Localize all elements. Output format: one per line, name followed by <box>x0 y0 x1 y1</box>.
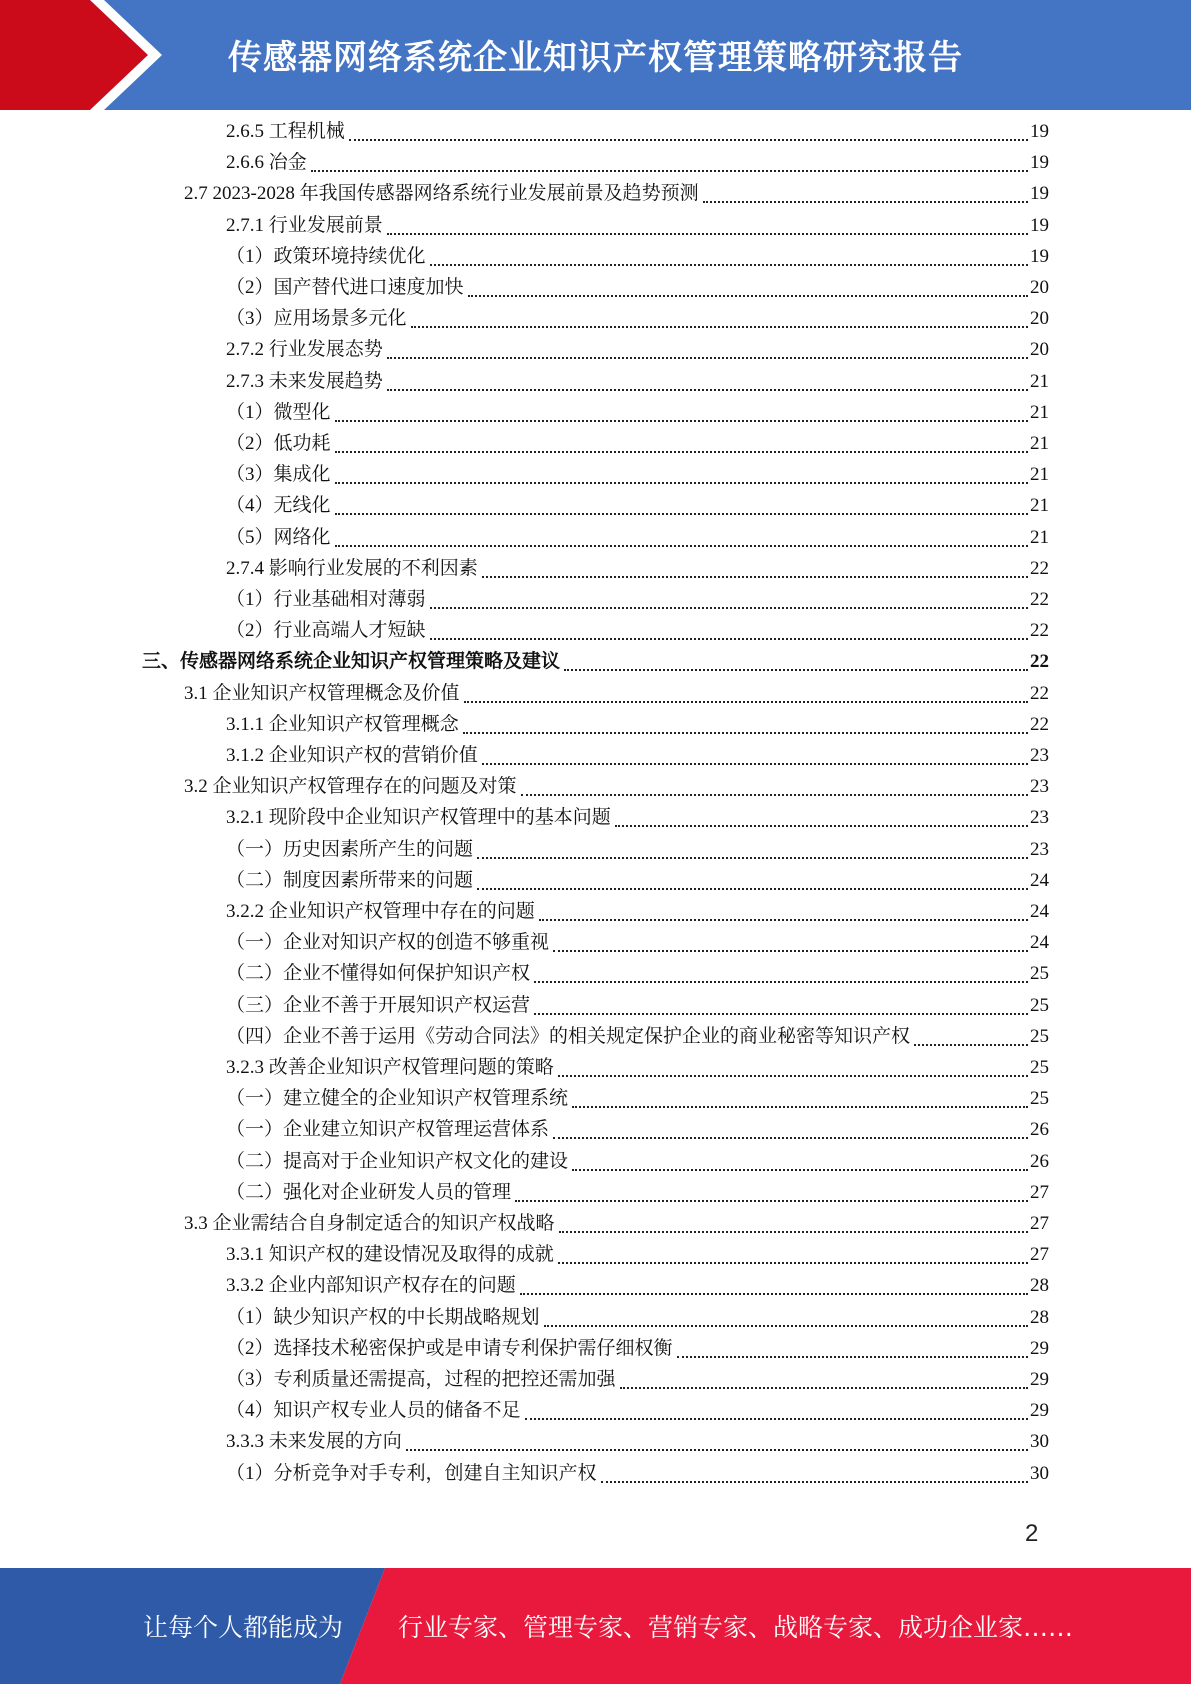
toc-dot-leader <box>559 1231 1028 1233</box>
toc-entry[interactable] <box>226 615 1049 646</box>
toc-dot-leader <box>477 888 1028 890</box>
toc-dot-leader <box>520 1293 1028 1295</box>
toc-entry[interactable] <box>226 990 1049 1021</box>
toc-dot-leader <box>387 233 1028 235</box>
toc-entry[interactable] <box>226 1395 1049 1426</box>
toc-entry-page: 22 <box>1030 589 1049 610</box>
report-title: 传感器网络系统企业知识产权管理策略研究报告 <box>228 38 963 78</box>
toc-entry-title: （2）低功耗 <box>226 433 331 454</box>
toc-entry-page: 25 <box>1030 963 1049 985</box>
toc-entry-title: （2）国产替代进口速度加快 <box>226 277 464 298</box>
toc-entry-page: 25 <box>1030 1088 1049 1110</box>
toc-dot-leader <box>534 1013 1028 1015</box>
toc-entry-page: 27 <box>1030 1213 1049 1234</box>
toc-entry-title: （一）建立健全的企业知识产权管理系统 <box>226 1088 569 1110</box>
toc-entry-title: （5）网络化 <box>226 526 331 548</box>
toc-entry-page: 19 <box>1030 214 1049 236</box>
toc-entry-title: （3）集成化 <box>226 464 331 486</box>
toc-entry[interactable] <box>226 1083 1049 1114</box>
toc-entry-page: 26 <box>1030 1150 1049 1172</box>
toc-entry-title: 3.1 企业知识产权管理概念及价值 <box>184 682 460 704</box>
toc-entry-title: （一）企业对知识产权的创造不够重视 <box>226 932 550 954</box>
toc-dot-leader <box>311 170 1028 172</box>
toc-entry-page: 22 <box>1030 682 1049 704</box>
toc-entry-page: 20 <box>1030 339 1049 361</box>
toc-entry[interactable] <box>226 1052 1049 1083</box>
toc-dot-leader <box>349 139 1028 141</box>
toc-entry-page: 30 <box>1030 1431 1049 1453</box>
toc-dot-leader <box>558 1262 1028 1264</box>
toc-entry-page: 19 <box>1030 183 1049 205</box>
toc-entry[interactable] <box>226 1114 1049 1145</box>
toc-dot-leader <box>430 607 1028 609</box>
toc-dot-leader <box>620 1387 1028 1389</box>
toc-entry-title: （二）强化对企业研发人员的管理 <box>226 1181 512 1203</box>
toc-dot-leader <box>601 1481 1028 1483</box>
toc-entry-page: 26 <box>1030 1119 1049 1141</box>
toc-entry[interactable] <box>184 178 1049 209</box>
toc-entry-title: （二）制度因素所带来的问题 <box>226 869 474 891</box>
toc-dot-leader <box>387 389 1028 391</box>
toc-entry-title: （1）缺少知识产权的中长期战略规划 <box>226 1306 540 1328</box>
toc-entry[interactable] <box>142 646 1049 677</box>
toc-entry-page: 23 <box>1030 776 1049 798</box>
toc-dot-leader <box>914 1044 1028 1046</box>
toc-entry-page: 24 <box>1030 901 1049 922</box>
toc-entry-title: （一）历史因素所产生的问题 <box>226 838 474 860</box>
toc-entry[interactable] <box>226 865 1049 896</box>
toc-entry-page: 19 <box>1030 152 1049 174</box>
toc-entry-page: 22 <box>1030 557 1049 579</box>
toc-dot-leader <box>468 295 1028 297</box>
toc-entry-page: 30 <box>1030 1462 1049 1484</box>
toc-entry[interactable] <box>226 210 1049 241</box>
toc-entry-title: 3.2.3 改善企业知识产权管理问题的策略 <box>226 1057 554 1078</box>
toc-entry-title: （一）企业建立知识产权管理运营体系 <box>226 1119 550 1141</box>
toc-entry-page: 21 <box>1030 495 1049 517</box>
footer-slogan-right: 行业专家、管理专家、营销专家、战略专家、成功企业家…… <box>398 1613 1074 1642</box>
toc-entry[interactable] <box>226 490 1049 521</box>
toc-entry-title: （2）行业高端人才短缺 <box>226 620 426 642</box>
toc-entry-page: 25 <box>1030 1057 1049 1078</box>
toc-dot-leader <box>464 701 1028 703</box>
toc-dot-leader <box>430 264 1028 266</box>
toc-entry-page: 28 <box>1030 1306 1049 1328</box>
toc-entry-title: （二）企业不懂得如何保护知识产权 <box>226 963 531 985</box>
toc-entry-page: 25 <box>1030 994 1049 1016</box>
toc-dot-leader <box>335 545 1028 547</box>
toc-entry-title: 2.7.4 影响行业发展的不利因素 <box>226 557 478 579</box>
toc-entry-title: 三、传感器网络系统企业知识产权管理策略及建议 <box>142 651 561 673</box>
toc-entry-title: 2.7 2023-2028 年我国传感器网络系统行业发展前景及趋势预测 <box>184 183 699 205</box>
toc-entry-title: 3.1.1 企业知识产权管理概念 <box>226 713 459 735</box>
page-number: 2 <box>1025 1520 1039 1547</box>
toc-entry[interactable] <box>226 958 1049 989</box>
toc-dot-leader <box>411 326 1028 328</box>
toc-entry-title: （二）提高对于企业知识产权文化的建设 <box>226 1150 569 1172</box>
toc-entry-page: 19 <box>1030 121 1049 142</box>
toc-entry-page: 24 <box>1030 869 1049 891</box>
toc-dot-leader <box>525 1418 1028 1420</box>
toc-entry[interactable] <box>226 272 1049 303</box>
toc-entry[interactable] <box>226 459 1049 490</box>
toc-entry-title: （4）知识产权专业人员的储备不足 <box>226 1400 521 1422</box>
toc-entry-title: 2.6.6 冶金 <box>226 152 307 174</box>
toc-entry-page: 21 <box>1030 370 1049 392</box>
toc-entry-page: 21 <box>1030 433 1049 454</box>
toc-entry-page: 22 <box>1030 620 1049 642</box>
toc-entry-title: （2）选择技术秘密保护或是申请专利保护需仔细权衡 <box>226 1337 673 1359</box>
toc-entry[interactable] <box>226 802 1049 833</box>
toc-entry-page: 20 <box>1030 277 1049 298</box>
toc-entry-page: 22 <box>1030 651 1049 673</box>
toc-entry-title: 3.2 企业知识产权管理存在的问题及对策 <box>184 776 517 798</box>
toc-entry-page: 29 <box>1030 1369 1049 1390</box>
toc-entry[interactable] <box>226 1458 1049 1489</box>
toc-entry-page: 27 <box>1030 1181 1049 1203</box>
toc-entry-title: （1）政策环境持续优化 <box>226 245 426 267</box>
toc-dot-leader <box>482 763 1028 765</box>
toc-entry-page: 23 <box>1030 838 1049 860</box>
toc-dot-leader <box>335 451 1028 453</box>
toc-entry[interactable] <box>226 553 1049 584</box>
toc-entry[interactable] <box>226 1364 1049 1395</box>
toc-entry[interactable] <box>226 834 1049 865</box>
toc-dot-leader <box>564 669 1028 671</box>
toc-entry[interactable] <box>226 366 1049 397</box>
toc-entry[interactable] <box>226 896 1049 927</box>
toc-entry[interactable] <box>226 584 1049 615</box>
toc-dot-leader <box>553 1137 1028 1139</box>
toc-entry-page: 28 <box>1030 1275 1049 1297</box>
page-footer <box>0 1568 1191 1684</box>
toc-entry[interactable] <box>226 927 1049 958</box>
toc-entry-title: 3.3.1 知识产权的建设情况及取得的成就 <box>226 1244 554 1266</box>
toc-entry-title: 3.3.3 未来发展的方向 <box>226 1431 402 1453</box>
toc-dot-leader <box>553 950 1028 952</box>
toc-dot-leader <box>615 825 1028 827</box>
toc-entry-page: 27 <box>1030 1244 1049 1266</box>
toc-entry[interactable] <box>226 1426 1049 1457</box>
toc-entry[interactable] <box>226 1239 1049 1270</box>
toc-entry-title: （四）企业不善于运用《劳动合同法》的相关规定保护企业的商业秘密等知识产权 <box>226 1025 911 1047</box>
toc-dot-leader <box>515 1200 1028 1202</box>
toc-dot-leader <box>406 1449 1028 1451</box>
toc-entry-title: （三）企业不善于开展知识产权运营 <box>226 994 531 1016</box>
toc-entry[interactable] <box>226 303 1049 334</box>
toc-entry[interactable] <box>226 1270 1049 1301</box>
toc-entry-title: 3.2.2 企业知识产权管理中存在的问题 <box>226 901 535 922</box>
toc-entry-title: 3.3.2 企业内部知识产权存在的问题 <box>226 1275 516 1297</box>
toc-entry[interactable] <box>226 740 1049 771</box>
toc-dot-leader <box>335 513 1028 515</box>
toc-dot-leader <box>677 1356 1028 1358</box>
toc-entry-title: （3）专利质量还需提高，过程的把控还需加强 <box>226 1369 616 1390</box>
toc-entry-title: （1）分析竞争对手专利，创建自主知识产权 <box>226 1462 597 1484</box>
toc-entry-page: 29 <box>1030 1400 1049 1422</box>
toc-dot-leader <box>534 981 1028 983</box>
toc-entry[interactable] <box>226 116 1049 147</box>
toc-entry-title: （4）无线化 <box>226 495 331 517</box>
toc-entry[interactable] <box>226 1333 1049 1364</box>
toc-dot-leader <box>482 576 1028 578</box>
footer-slogan-left: 让每个人都能成为 <box>143 1613 344 1642</box>
toc-entry-page: 20 <box>1030 308 1049 330</box>
toc-entry[interactable] <box>226 334 1049 365</box>
page-header <box>0 0 1191 110</box>
toc-entry[interactable] <box>184 678 1049 709</box>
toc-entry-title: 2.7.3 未来发展趋势 <box>226 370 383 392</box>
toc-entry[interactable] <box>226 428 1049 459</box>
toc-entry[interactable] <box>226 1302 1049 1333</box>
toc-entry-title: （1）行业基础相对薄弱 <box>226 589 426 610</box>
toc-entry-page: 21 <box>1030 401 1049 423</box>
toc-dot-leader <box>477 857 1028 859</box>
toc-entry[interactable] <box>226 1177 1049 1208</box>
toc-entry-title: 3.3 企业需结合自身制定适合的知识产权战略 <box>184 1213 555 1234</box>
toc-entry[interactable] <box>226 1146 1049 1177</box>
toc-entry-page: 23 <box>1030 745 1049 766</box>
toc-dot-leader <box>335 482 1028 484</box>
toc-entry-page: 24 <box>1030 932 1049 954</box>
toc-dot-leader <box>539 919 1028 921</box>
toc-entry[interactable] <box>184 771 1049 802</box>
toc-dot-leader <box>430 638 1028 640</box>
toc-entry-page: 25 <box>1030 1025 1049 1047</box>
toc-entry-title: 3.2.1 现阶段中企业知识产权管理中的基本问题 <box>226 807 611 829</box>
toc-entry[interactable] <box>226 241 1049 272</box>
toc-entry[interactable] <box>184 1208 1049 1239</box>
toc-entry-page: 22 <box>1030 713 1049 735</box>
toc-entry-page: 21 <box>1030 464 1049 486</box>
toc-dot-leader <box>572 1169 1028 1171</box>
toc-dot-leader <box>544 1325 1028 1327</box>
toc-dot-leader <box>703 201 1028 203</box>
toc-dot-leader <box>335 420 1028 422</box>
toc-dot-leader <box>463 732 1028 734</box>
toc-entry[interactable] <box>226 147 1049 178</box>
toc-dot-leader <box>558 1075 1028 1077</box>
toc-dot-leader <box>521 794 1028 796</box>
toc-entry-page: 21 <box>1030 526 1049 548</box>
toc-entry-title: （3）应用场景多元化 <box>226 308 407 330</box>
toc-dot-leader <box>387 357 1028 359</box>
toc-entry-title: （1）微型化 <box>226 401 331 423</box>
toc-entry-page: 23 <box>1030 807 1049 829</box>
toc-entry-title: 2.7.2 行业发展态势 <box>226 339 383 361</box>
toc-entry[interactable] <box>226 1021 1049 1052</box>
toc-entry[interactable] <box>226 522 1049 553</box>
toc-entry-title: 3.1.2 企业知识产权的营销价值 <box>226 745 478 766</box>
toc-entry-title: 2.7.1 行业发展前景 <box>226 214 383 236</box>
toc-entry[interactable] <box>226 397 1049 428</box>
toc-dot-leader <box>572 1106 1028 1108</box>
toc-entry[interactable] <box>226 709 1049 740</box>
toc-entry-title: 2.6.5 工程机械 <box>226 121 345 142</box>
toc-entry-page: 29 <box>1030 1337 1049 1359</box>
toc-entry-page: 19 <box>1030 245 1049 267</box>
